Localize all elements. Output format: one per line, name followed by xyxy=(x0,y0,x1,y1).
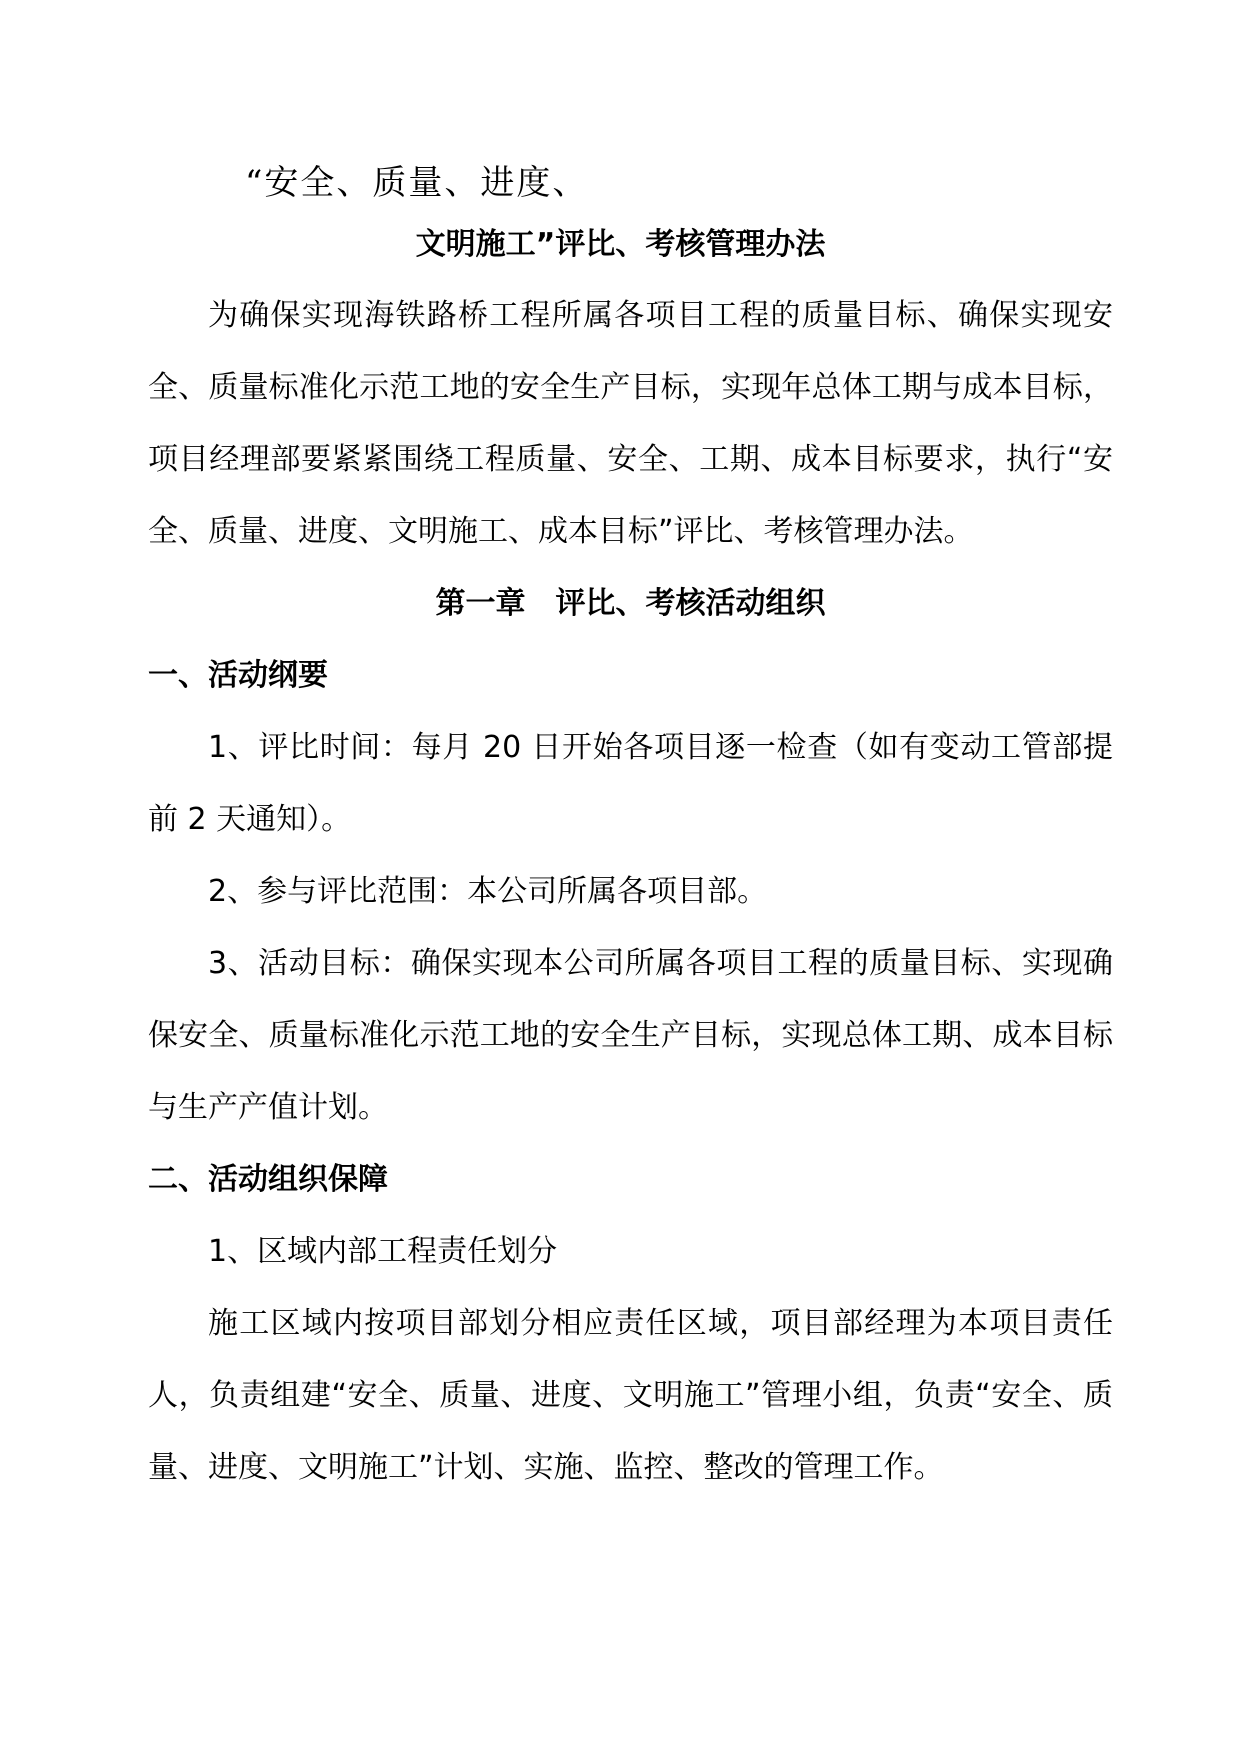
document-title-line1: “安全、质量、进度、 xyxy=(245,163,589,203)
body-paragraph: 施工区域内按项目部划分相应责任区域，项目部经理为本项目责任人，负责组建“安全、质量、进度、文明施工”管理小组，负责“安全、质量、进度、文明施工”计划、实施、监控、整改的管理工作。 xyxy=(148,1306,1113,1485)
list-item: 3、活动目标：确保实现本公司所属各项目工程的质量目标、实现确保安全、质量标准化示范工地的安全生产目标，实现总体工期、成本目标与生产产值计划。 xyxy=(148,946,1113,1125)
list-item: 1、评比时间：每月 20 日开始各项目逐一检查（如有变动工管部提前 2 天通知）。 xyxy=(148,730,1113,837)
document-title-line2: 文明施工”评比、考核管理办法 xyxy=(415,227,826,262)
section-heading-2: 二、活动组织保障 xyxy=(148,1162,388,1197)
list-item: 2、参与评比范围：本公司所属各项目部。 xyxy=(208,874,768,909)
list-item: 1、区域内部工程责任划分 xyxy=(208,1234,558,1269)
section-heading-1: 一、活动纲要 xyxy=(148,658,328,693)
chapter-heading: 第一章 评比、考核活动组织 xyxy=(435,586,826,621)
document-body xyxy=(148,280,1113,1504)
intro-paragraph: 为确保实现海铁路桥工程所属各项目工程的质量目标、确保实现安全、质量标准化示范工地的安全生产目标，实现年总体工期与成本目标，项目经理部要紧紧围绕工程质量、安全、工期、成本目标要求，执行“安全、质量、进度、文明施工、成本目标”评比、考核管理办法。 xyxy=(148,298,1113,549)
